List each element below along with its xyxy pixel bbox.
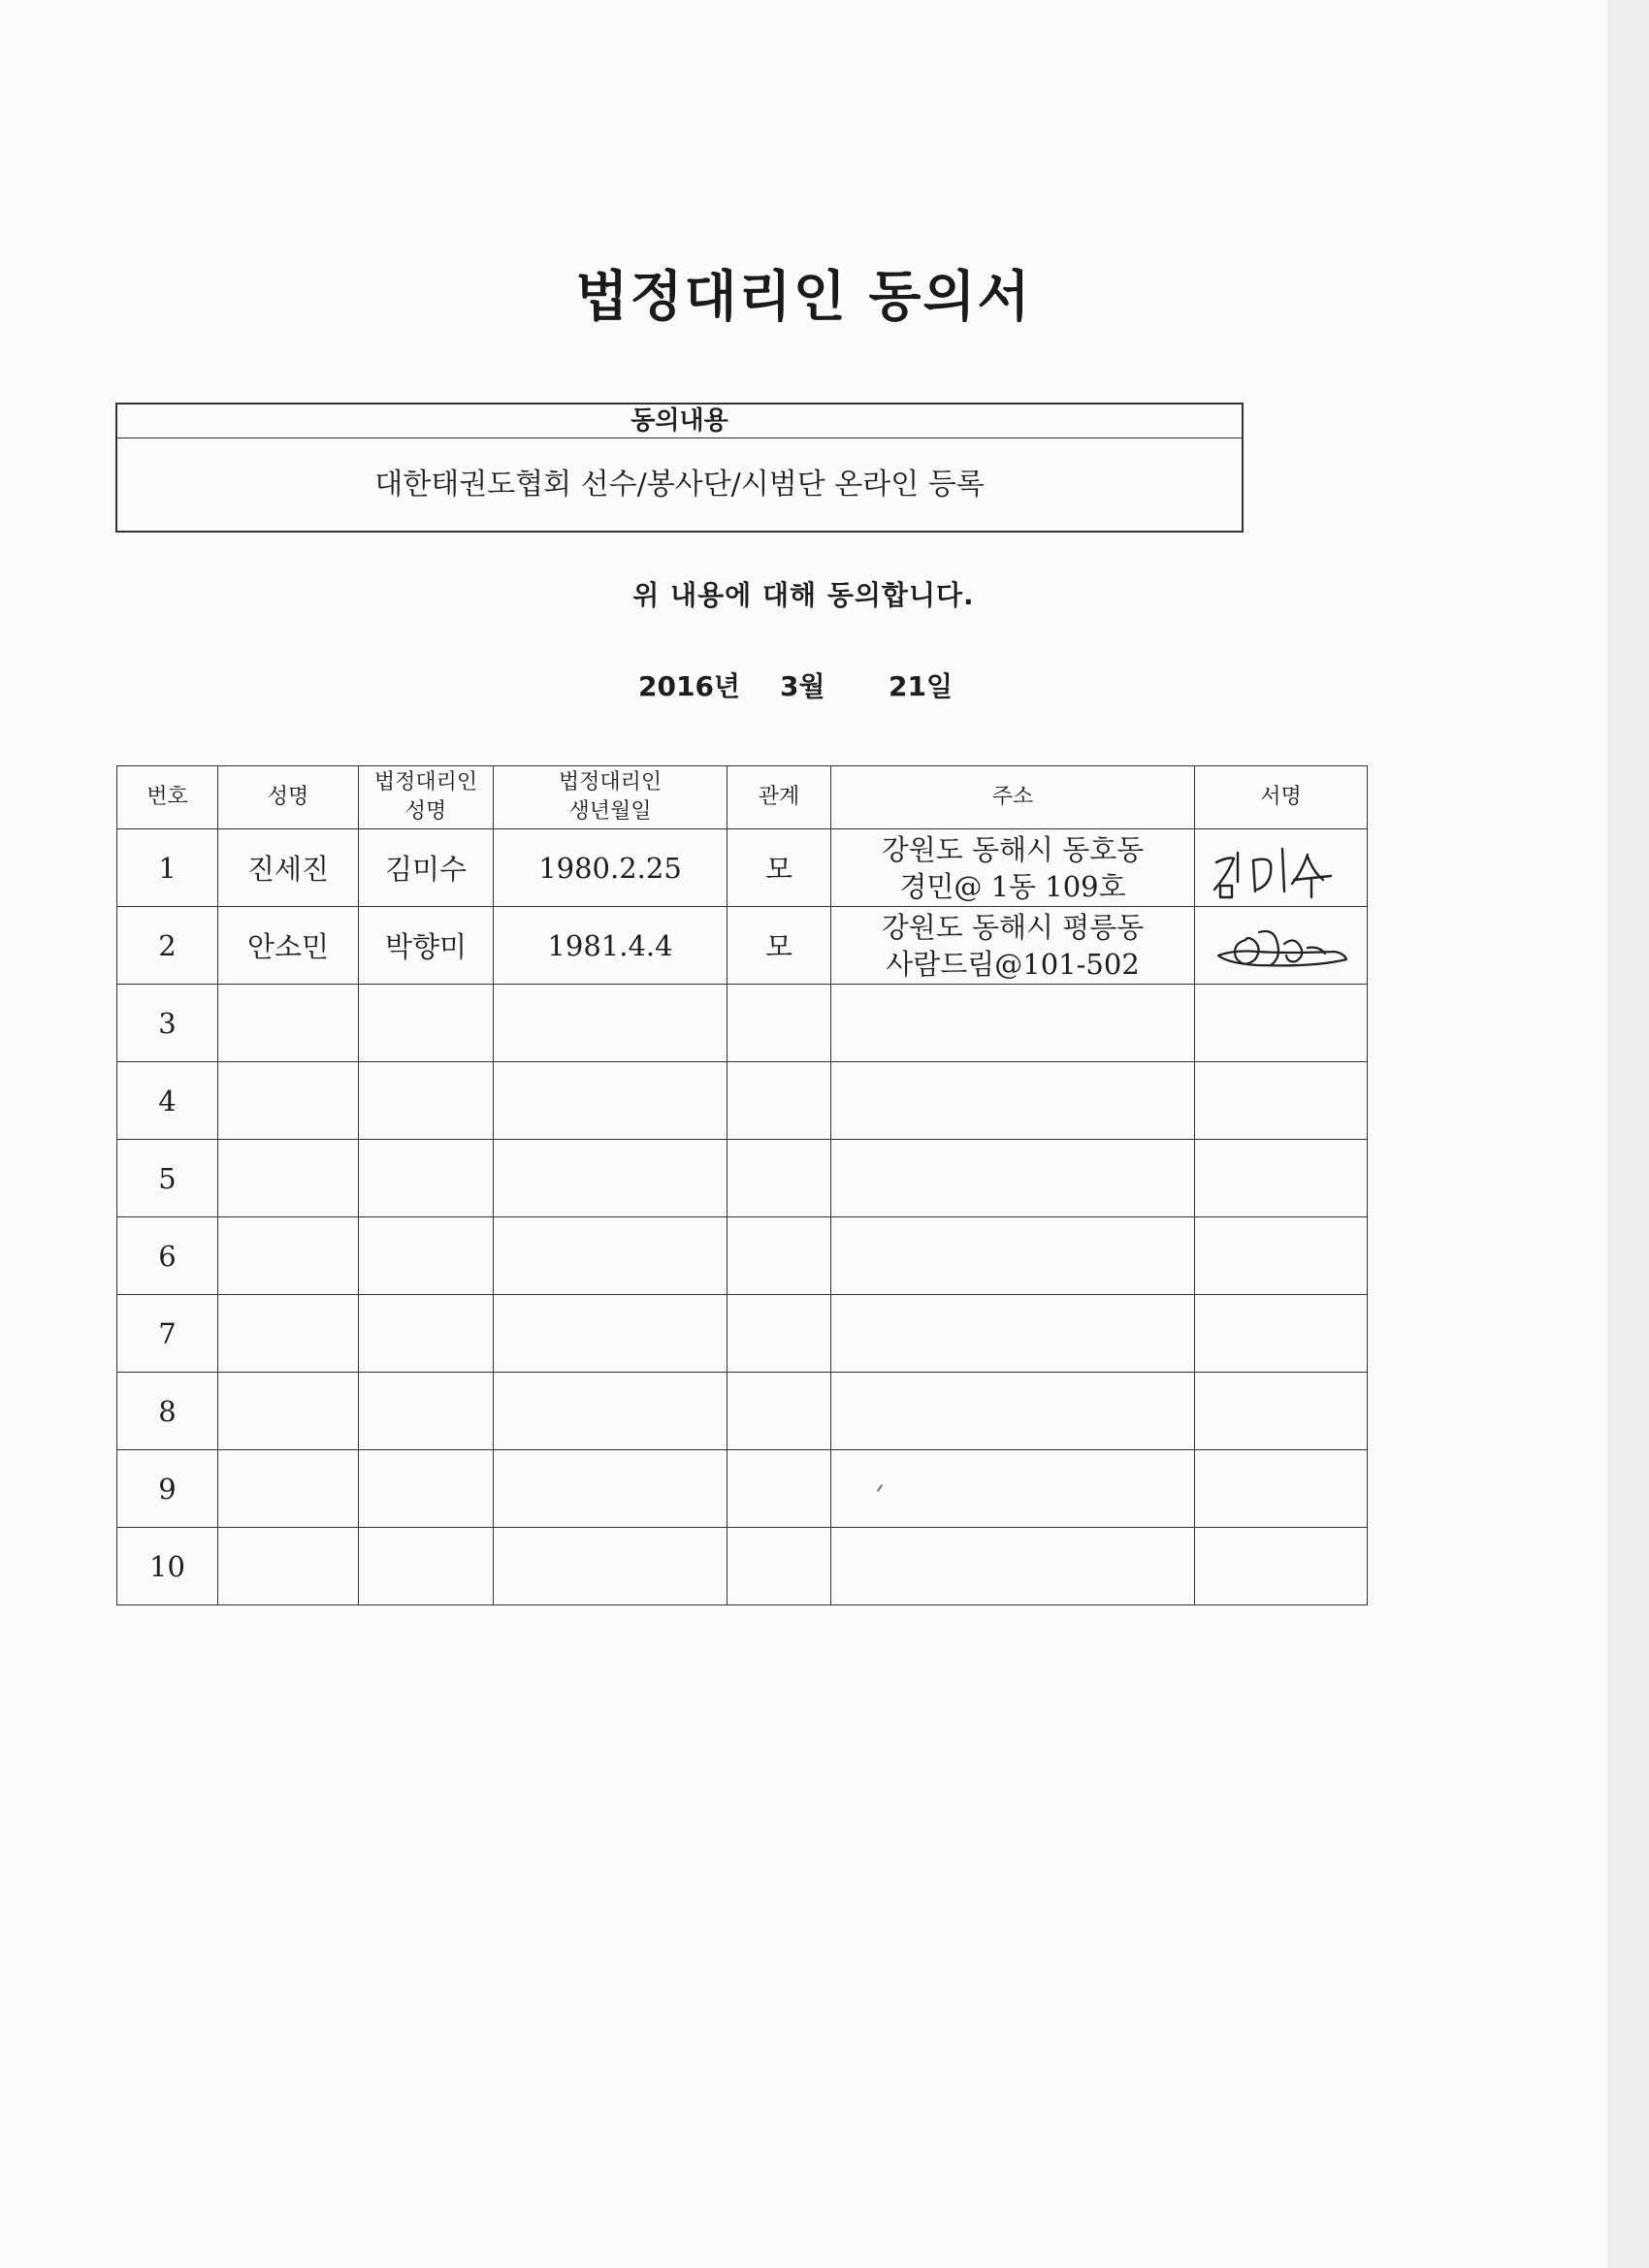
row-guardian-birth (494, 1450, 728, 1528)
row-no: 3 (117, 985, 218, 1062)
row-signature (1195, 985, 1368, 1062)
row-address (831, 829, 1195, 907)
table-row (117, 907, 1368, 985)
row-signature (1195, 1528, 1368, 1605)
row-relation (728, 1062, 831, 1140)
consent-box (115, 403, 1244, 533)
row-relation (728, 1373, 831, 1450)
date-day: 21일 (889, 670, 954, 702)
consent-content: 대한태권도협회 선수/봉사단/시범단 온라인 등록 (374, 468, 985, 502)
row-relation (728, 1450, 831, 1528)
row-signature (1195, 1450, 1368, 1528)
row-guardian-birth (494, 1140, 728, 1217)
row-relation (728, 1217, 831, 1295)
row-no: 1 (117, 829, 218, 907)
row-address-line1: 강원도 동해시 동호동 (881, 832, 1145, 866)
row-guardian-name: 박향미 (359, 907, 494, 985)
row-name (218, 985, 359, 1062)
row-address (831, 907, 1195, 985)
row-relation: 모 (728, 907, 831, 985)
row-guardian-birth (494, 1062, 728, 1140)
row-signature (1195, 829, 1368, 907)
row-guardian-birth (494, 1295, 728, 1373)
row-no: 2 (117, 907, 218, 985)
row-signature (1195, 1373, 1368, 1450)
row-name (218, 1450, 359, 1528)
row-address (831, 1373, 1195, 1450)
row-address-line1: 강원도 동해시 평릉동 (881, 910, 1145, 944)
row-relation (728, 1295, 831, 1373)
row-address (831, 1450, 1195, 1528)
row-signature (1195, 1062, 1368, 1140)
row-name: 진세진 (218, 829, 359, 907)
row-name (218, 1373, 359, 1450)
row-signature (1195, 1295, 1368, 1373)
header-guardian-birth-line2: 생년월일 (568, 799, 652, 824)
document-title: 법정대리인 동의서 (575, 266, 1032, 329)
row-name (218, 1528, 359, 1605)
row-no: 8 (117, 1373, 218, 1450)
row-address (831, 1217, 1195, 1295)
row-guardian-name (359, 1140, 494, 1217)
table-row (117, 1140, 1368, 1217)
row-name (218, 1217, 359, 1295)
row-signature (1195, 1217, 1368, 1295)
row-no: 10 (117, 1528, 218, 1605)
row-name (218, 1062, 359, 1140)
table-row (117, 1528, 1368, 1605)
row-no: 4 (117, 1062, 218, 1140)
row-guardian-birth (494, 985, 728, 1062)
row-address (831, 1062, 1195, 1140)
row-relation (728, 1528, 831, 1605)
row-guardian-name (359, 1062, 494, 1140)
header-no: 번호 (117, 766, 218, 829)
table-row (117, 1062, 1368, 1140)
row-address-line2: 사람드림@101-502 (886, 947, 1140, 981)
row-address (831, 985, 1195, 1062)
date-year: 2016년 (638, 670, 740, 702)
row-relation (728, 985, 831, 1062)
date-month: 3월 (780, 670, 825, 702)
handwritten-signature (1199, 911, 1364, 981)
consent-date (638, 665, 953, 704)
consent-header: 동의내용 (117, 405, 1242, 438)
agreement-statement: 위 내용에 대해 동의합니다. (632, 579, 975, 611)
header-name: 성명 (218, 766, 359, 829)
scan-edge (1607, 0, 1649, 2268)
row-guardian-name (359, 985, 494, 1062)
header-address: 주소 (831, 766, 1195, 829)
row-name (218, 1295, 359, 1373)
row-address (831, 1140, 1195, 1217)
row-guardian-name (359, 1528, 494, 1605)
table-row (117, 1295, 1368, 1373)
row-guardian-birth (494, 1528, 728, 1605)
row-guardian-name (359, 1450, 494, 1528)
row-name: 안소민 (218, 907, 359, 985)
table-row (117, 1373, 1368, 1450)
row-address-line2: 경민@ 1동 109호 (899, 869, 1126, 903)
table-row (117, 829, 1368, 907)
row-no: 5 (117, 1140, 218, 1217)
header-guardian-name-line2: 성명 (404, 799, 447, 824)
header-guardian-name-line1: 법정대리인 (373, 770, 478, 794)
handwritten-signature (1199, 833, 1364, 903)
table-row (117, 985, 1368, 1062)
header-relation: 관계 (728, 766, 831, 829)
row-address (831, 1528, 1195, 1605)
row-address (831, 1295, 1195, 1373)
row-guardian-birth (494, 1217, 728, 1295)
row-guardian-birth (494, 1373, 728, 1450)
row-guardian-name (359, 1217, 494, 1295)
row-guardian-name (359, 1373, 494, 1450)
table-row (117, 1450, 1368, 1528)
row-no: 6 (117, 1217, 218, 1295)
header-guardian-name (359, 766, 494, 829)
row-guardian-birth: 1981.4.4 (494, 907, 728, 985)
row-guardian-birth: 1980.2.25 (494, 829, 728, 907)
row-no: 9 (117, 1450, 218, 1528)
row-relation (728, 1140, 831, 1217)
row-guardian-name (359, 1295, 494, 1373)
table-row (117, 1217, 1368, 1295)
header-guardian-birth (494, 766, 728, 829)
guardian-table (116, 765, 1368, 1605)
row-signature (1195, 1140, 1368, 1217)
header-guardian-birth-line1: 법정대리인 (558, 770, 663, 794)
row-signature (1195, 907, 1368, 985)
row-guardian-name: 김미수 (359, 829, 494, 907)
header-signature: 서명 (1195, 766, 1368, 829)
row-name (218, 1140, 359, 1217)
row-relation: 모 (728, 829, 831, 907)
table-header-row (117, 766, 1368, 829)
row-no: 7 (117, 1295, 218, 1373)
